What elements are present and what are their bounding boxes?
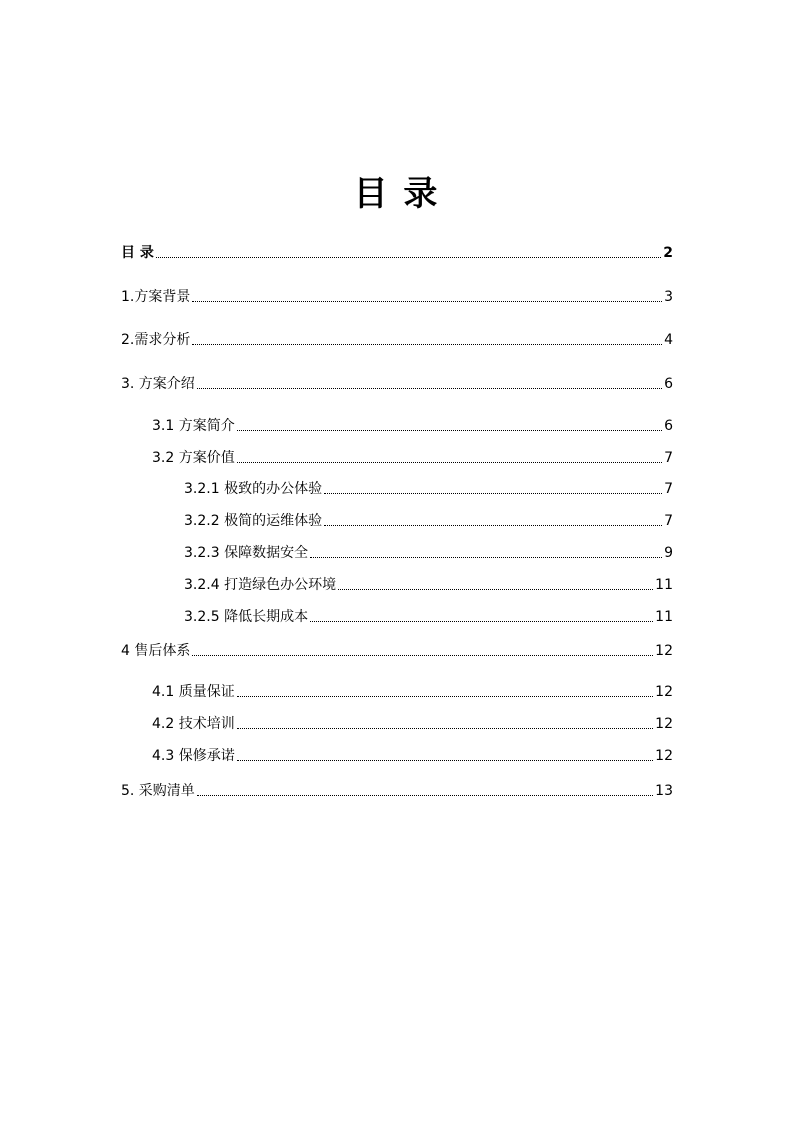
toc-entry-label: 3.2.2 极简的运维体验 — [184, 513, 323, 529]
toc-entry-label: 3.2.4 打造绿色办公环境 — [184, 577, 337, 593]
page-title: 目 录 — [353, 174, 440, 214]
toc-page-number: 6 — [664, 376, 673, 392]
toc-entry[interactable] — [121, 287, 673, 307]
toc-dot-leader — [310, 621, 653, 622]
toc-entry[interactable] — [152, 682, 673, 702]
toc-entry-label: 3.1 方案简介 — [152, 418, 235, 434]
toc-entry-label: 3.2 方案价值 — [152, 450, 235, 466]
toc-entry-label: 3.2.3 保障数据安全 — [184, 545, 309, 561]
toc-entry[interactable] — [152, 714, 673, 734]
toc-entry[interactable] — [121, 330, 673, 350]
toc-dot-leader — [338, 589, 653, 590]
toc-dot-leader — [156, 257, 661, 258]
toc-entry[interactable] — [152, 448, 673, 468]
toc-page-number: 12 — [655, 684, 673, 700]
toc-dot-leader — [237, 728, 653, 729]
toc-entry-label: 目 录 — [121, 245, 154, 261]
toc-dot-leader — [237, 462, 662, 463]
toc-page-number: 7 — [664, 450, 673, 466]
toc-entry[interactable] — [121, 641, 673, 661]
toc-entry[interactable] — [184, 575, 673, 595]
toc-entry[interactable] — [121, 374, 673, 394]
toc-dot-leader — [192, 344, 662, 345]
toc-page-number: 12 — [655, 716, 673, 732]
toc-entry[interactable] — [184, 511, 673, 531]
toc-entry[interactable] — [121, 243, 673, 263]
toc-page-number: 11 — [655, 609, 673, 625]
toc-page-number: 9 — [664, 545, 673, 561]
toc-page-number: 12 — [655, 643, 673, 659]
toc-entry-label: 3. 方案介绍 — [121, 376, 195, 392]
toc-entry-label: 4.1 质量保证 — [152, 684, 235, 700]
toc-page-number: 7 — [664, 513, 673, 529]
toc-dot-leader — [192, 655, 653, 656]
toc-entry-label: 3.2.1 极致的办公体验 — [184, 481, 323, 497]
toc-entry-label: 5. 采购清单 — [121, 783, 195, 799]
toc-page-number: 13 — [655, 783, 673, 799]
toc-entry-label: 4.3 保修承诺 — [152, 748, 235, 764]
toc-page-number: 11 — [655, 577, 673, 593]
toc-page-number: 4 — [664, 332, 673, 348]
toc-dot-leader — [310, 557, 662, 558]
toc-dot-leader — [197, 795, 653, 796]
toc-entry[interactable] — [184, 479, 673, 499]
toc-entry-label: 4.2 技术培训 — [152, 716, 235, 732]
toc-page-number: 2 — [663, 245, 673, 261]
toc-dot-leader — [237, 696, 653, 697]
toc-entry-label: 4 售后体系 — [121, 643, 191, 659]
toc-page-number: 12 — [655, 748, 673, 764]
toc-entry[interactable] — [184, 607, 673, 627]
toc-entry[interactable] — [152, 416, 673, 436]
toc-entry[interactable] — [152, 746, 673, 766]
toc-entry-label: 2.需求分析 — [121, 332, 191, 348]
toc-entry[interactable] — [121, 781, 673, 801]
toc-page-number: 7 — [664, 481, 673, 497]
toc-page-number: 3 — [664, 289, 673, 305]
toc-dot-leader — [237, 430, 662, 431]
toc-dot-leader — [324, 493, 662, 494]
toc-dot-leader — [197, 388, 662, 389]
toc-page-number: 6 — [664, 418, 673, 434]
toc-dot-leader — [192, 301, 662, 302]
toc-entry-label: 3.2.5 降低长期成本 — [184, 609, 309, 625]
toc-entry-label: 1.方案背景 — [121, 289, 191, 305]
toc-dot-leader — [324, 525, 662, 526]
toc-dot-leader — [237, 760, 653, 761]
toc-entry[interactable] — [184, 543, 673, 563]
